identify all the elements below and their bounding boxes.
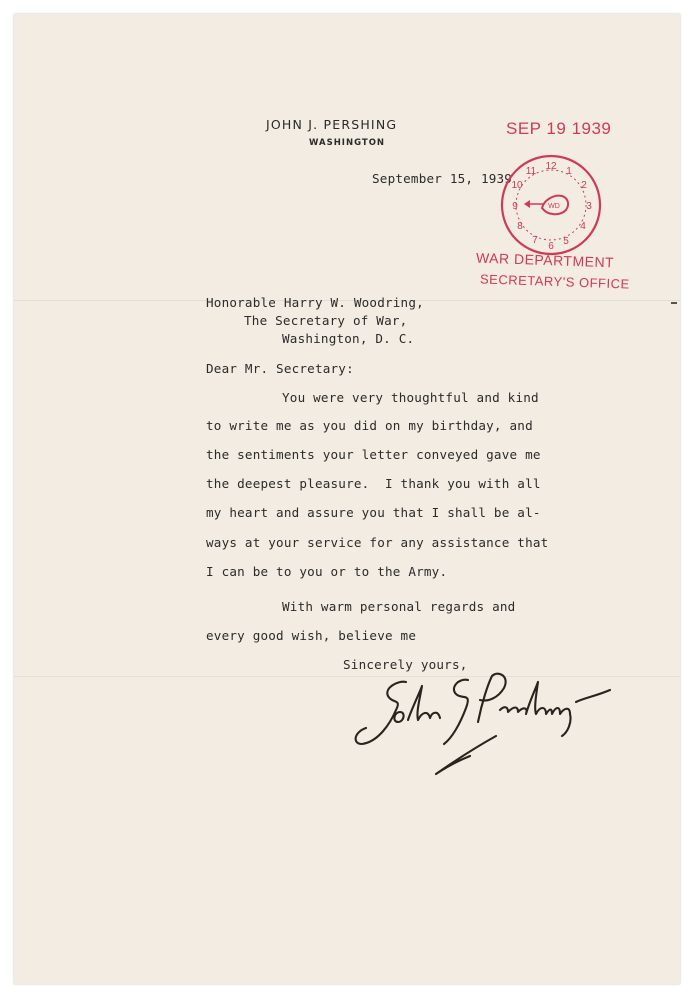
stamp-department: WAR DEPARTMENT — [475, 249, 615, 271]
address-line: Honorable Harry W. Woodring, — [206, 295, 424, 310]
svg-text:7: 7 — [532, 235, 538, 246]
svg-text:6: 6 — [548, 241, 554, 252]
salutation: Dear Mr. Secretary: — [206, 361, 354, 376]
closing: Sincerely yours, — [343, 657, 468, 672]
address-line: The Secretary of War, — [244, 313, 408, 328]
received-stamp-date: SEP 19 1939 — [506, 119, 612, 138]
signature-icon — [348, 662, 633, 792]
letterhead-name: JOHN J. PERSHING — [266, 117, 398, 132]
body-line: You were very thoughtful and kind — [282, 390, 539, 405]
body-line: to write me as you did on my birthday, and — [206, 418, 533, 433]
clock-stamp-icon — [498, 152, 604, 258]
body-line: ways at your service for any assistance that — [206, 535, 549, 550]
letterhead-city: WASHINGTON — [309, 138, 386, 148]
letter-date: September 15, 1939 — [372, 171, 513, 186]
svg-text:10: 10 — [511, 180, 523, 191]
svg-text:2: 2 — [581, 180, 587, 191]
svg-text:12: 12 — [545, 161, 557, 172]
stamp-office: SECRETARY'S OFFICE — [479, 271, 630, 292]
svg-text:5: 5 — [563, 236, 569, 247]
svg-text:9: 9 — [512, 201, 518, 212]
body-line: With warm personal regards and — [282, 599, 516, 614]
margin-mark — [671, 302, 677, 304]
svg-text:3: 3 — [586, 201, 592, 212]
svg-text:1: 1 — [566, 166, 572, 177]
body-line: the deepest pleasure. I thank you with all — [206, 476, 541, 491]
body-line: my heart and assure you that I shall be al- — [206, 505, 541, 520]
clock-center-label: WD — [548, 203, 560, 210]
address-line: Washington, D. C. — [282, 331, 415, 346]
body-line: every good wish, believe me — [206, 628, 417, 643]
svg-text:4: 4 — [580, 221, 586, 232]
svg-text:8: 8 — [517, 221, 523, 232]
body-line: I can be to you or to the Army. — [206, 564, 448, 579]
body-line: the sentiments your letter conveyed gave me — [206, 447, 541, 462]
svg-text:11: 11 — [525, 166, 537, 177]
